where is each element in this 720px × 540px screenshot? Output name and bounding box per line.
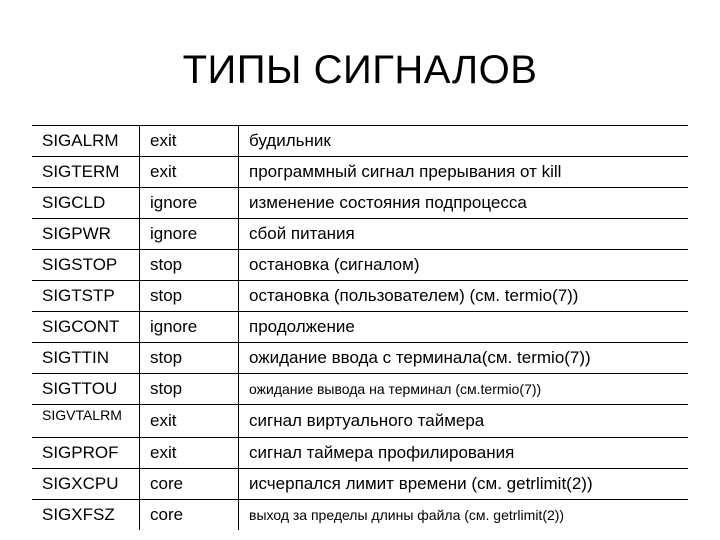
signal-action: stop: [140, 374, 239, 405]
table-row: [32, 343, 688, 374]
signal-name: SIGPWR: [32, 219, 140, 250]
signal-description: сбой питания: [239, 219, 689, 250]
signal-description: остановка (сигналом): [239, 250, 689, 281]
table-row: [32, 157, 688, 188]
table-row: [32, 250, 688, 281]
signal-description: сигнал таймера профилирования: [239, 438, 689, 469]
signal-action: ignore: [140, 219, 239, 250]
table-row: [32, 374, 688, 405]
signal-name: SIGPROF: [32, 438, 140, 469]
signal-description: продолжение: [239, 312, 689, 343]
table-row: [32, 469, 688, 500]
signal-action: exit: [140, 438, 239, 469]
table-row: [32, 405, 688, 438]
signal-description: выход за пределы длины файла (см. getrlimit(2)): [239, 500, 689, 531]
signal-action: ignore: [140, 188, 239, 219]
signal-description: остановка (пользователем) (см. termio(7)): [239, 281, 689, 312]
table-row: [32, 500, 688, 531]
signal-name: SIGALRM: [32, 126, 140, 157]
table-row: [32, 438, 688, 469]
signal-action: exit: [140, 405, 239, 438]
signal-name: SIGCLD: [32, 188, 140, 219]
signal-name: SIGTTIN: [32, 343, 140, 374]
signal-description: программный сигнал прерывания от kill: [239, 157, 689, 188]
signal-name: SIGXFSZ: [32, 500, 140, 531]
signal-description: сигнал виртуального таймера: [239, 405, 689, 438]
signal-name: SIGTERM: [32, 157, 140, 188]
signal-action: ignore: [140, 312, 239, 343]
signal-action: stop: [140, 281, 239, 312]
signal-description: исчерпался лимит времени (см. getrlimit(2)): [239, 469, 689, 500]
table-row: [32, 281, 688, 312]
signal-action: exit: [140, 157, 239, 188]
slide-title: ТИПЫ СИГНАЛОВ: [182, 48, 538, 92]
signal-name: SIGCONT: [32, 312, 140, 343]
signal-action: core: [140, 469, 239, 500]
signal-name: SIGXCPU: [32, 469, 140, 500]
table-row: [32, 312, 688, 343]
signal-table: [32, 125, 688, 530]
signal-name: SIGSTOP: [32, 250, 140, 281]
signal-description: ожидание вывода на терминал (см.termio(7)): [239, 374, 689, 405]
signal-description: будильник: [239, 126, 689, 157]
signal-name: SIGVTALRM: [32, 405, 140, 438]
signal-name: SIGTSTP: [32, 281, 140, 312]
signal-description: ожидание ввода с терминала(см. termio(7)): [239, 343, 689, 374]
signal-description: изменение состояния подпроцесса: [239, 188, 689, 219]
table-row: [32, 219, 688, 250]
table-row: [32, 126, 688, 157]
signal-name: SIGTTOU: [32, 374, 140, 405]
signal-action: core: [140, 500, 239, 531]
signal-action: exit: [140, 126, 239, 157]
table-row: [32, 188, 688, 219]
signal-action: stop: [140, 250, 239, 281]
signal-action: stop: [140, 343, 239, 374]
